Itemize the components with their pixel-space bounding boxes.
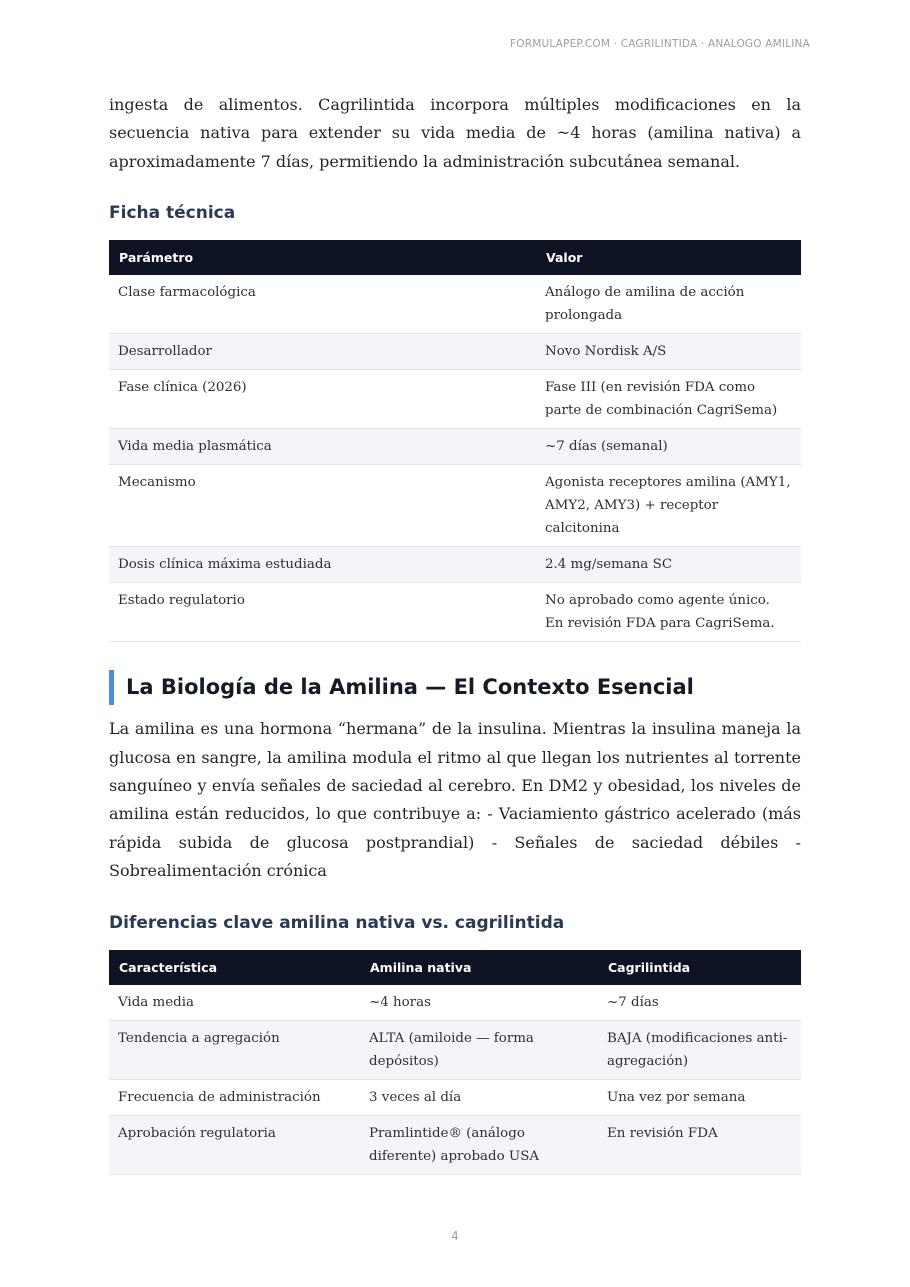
page-content [109, 91, 801, 1175]
table-cell: Una vez por semana [598, 1079, 801, 1115]
table-row [109, 1020, 801, 1079]
diferencias-col-caracteristica: Característica [109, 950, 360, 985]
intro-paragraph: ingesta de alimentos. Cagrilintida incorpora múltiples modificaciones en la secuencia nativa para extender su vida media de ~4 horas (amilina nativa) a aproximadamente 7 días, permitiendo la administración subcutánea semanal. [109, 95, 801, 171]
table-cell: Vida media plasmática [109, 429, 536, 465]
table-cell: Tendencia a agregación [109, 1020, 360, 1079]
table-cell: En revisión FDA [598, 1115, 801, 1174]
table-cell: Análogo de amilina de acción prolongada [536, 275, 801, 334]
table-cell: Pramlintide® (análogo diferente) aprobado USA [360, 1115, 598, 1174]
diferencias-col-amilina-nativa: Amilina nativa [360, 950, 598, 985]
table-row [109, 1115, 801, 1174]
ficha-col-valor: Valor [536, 240, 801, 275]
biology-paragraph: La amilina es una hormona “hermana” de la insulina. Mientras la insulina maneja la glucosa en sangre, la amilina modula el ritmo al que llegan los nutrientes al torrente sanguíneo y envía señales de saciedad al cerebro. En DM2 y obesidad, los niveles de amilina están reducidos, lo que contribuye a: - Vaciamiento gástrico acelerado (más rápida subida de glucosa postprandial) - Señales de saciedad débiles - Sobrealimentación crónica [109, 719, 801, 881]
diferencias-col-cagrilintida: Cagrilintida [598, 950, 801, 985]
table-cell: 2.4 mg/semana SC [536, 547, 801, 583]
table-cell: Fase III (en revisión FDA como parte de combinación CagriSema) [536, 370, 801, 429]
table-cell: ~7 días (semanal) [536, 429, 801, 465]
table-row [109, 547, 801, 583]
table-cell: Agonista receptores amilina (AMY1, AMY2, AMY3) + receptor calcitonina [536, 465, 801, 547]
table-cell: Clase farmacológica [109, 275, 536, 334]
table-row [109, 334, 801, 370]
table-row [109, 465, 801, 547]
table-cell: Aprobación regulatoria [109, 1115, 360, 1174]
table-cell: Fase clínica (2026) [109, 370, 536, 429]
table-cell: ~4 horas [360, 985, 598, 1021]
table-row [109, 583, 801, 642]
table-row [109, 370, 801, 429]
ficha-header-row [109, 240, 801, 275]
table-row [109, 275, 801, 334]
table-row [109, 429, 801, 465]
ficha-heading: Ficha técnica [109, 203, 236, 224]
table-cell: Dosis clínica máxima estudiada [109, 547, 536, 583]
diferencias-heading: Diferencias clave amilina nativa vs. cagrilintida [109, 912, 565, 933]
table-row [109, 1079, 801, 1115]
table-cell: Desarrollador [109, 334, 536, 370]
section-heading-biologia: La Biología de la Amilina — El Contexto Esencial [109, 670, 801, 705]
table-cell: ~7 días [598, 985, 801, 1021]
diferencias-header-row [109, 950, 801, 985]
table-cell: ALTA (amiloide — forma depósitos) [360, 1020, 598, 1079]
table-cell: Frecuencia de administración [109, 1079, 360, 1115]
table-row [109, 985, 801, 1021]
ficha-col-parametro: Parámetro [109, 240, 536, 275]
ficha-table [109, 240, 801, 642]
table-cell: No aprobado como agente único. En revisión FDA para CagriSema. [536, 583, 801, 642]
table-cell: Novo Nordisk A/S [536, 334, 801, 370]
page-number: 4 [451, 1229, 459, 1243]
diferencias-table [109, 950, 801, 1175]
table-cell: 3 veces al día [360, 1079, 598, 1115]
table-cell: Vida media [109, 985, 360, 1021]
table-cell: BAJA (modificaciones anti-agregación) [598, 1020, 801, 1079]
running-header: FORMULAPEP.COM · CAGRILINTIDA · ANALOGO AMILINA [510, 38, 810, 50]
table-cell: Mecanismo [109, 465, 536, 547]
table-cell: Estado regulatorio [109, 583, 536, 642]
